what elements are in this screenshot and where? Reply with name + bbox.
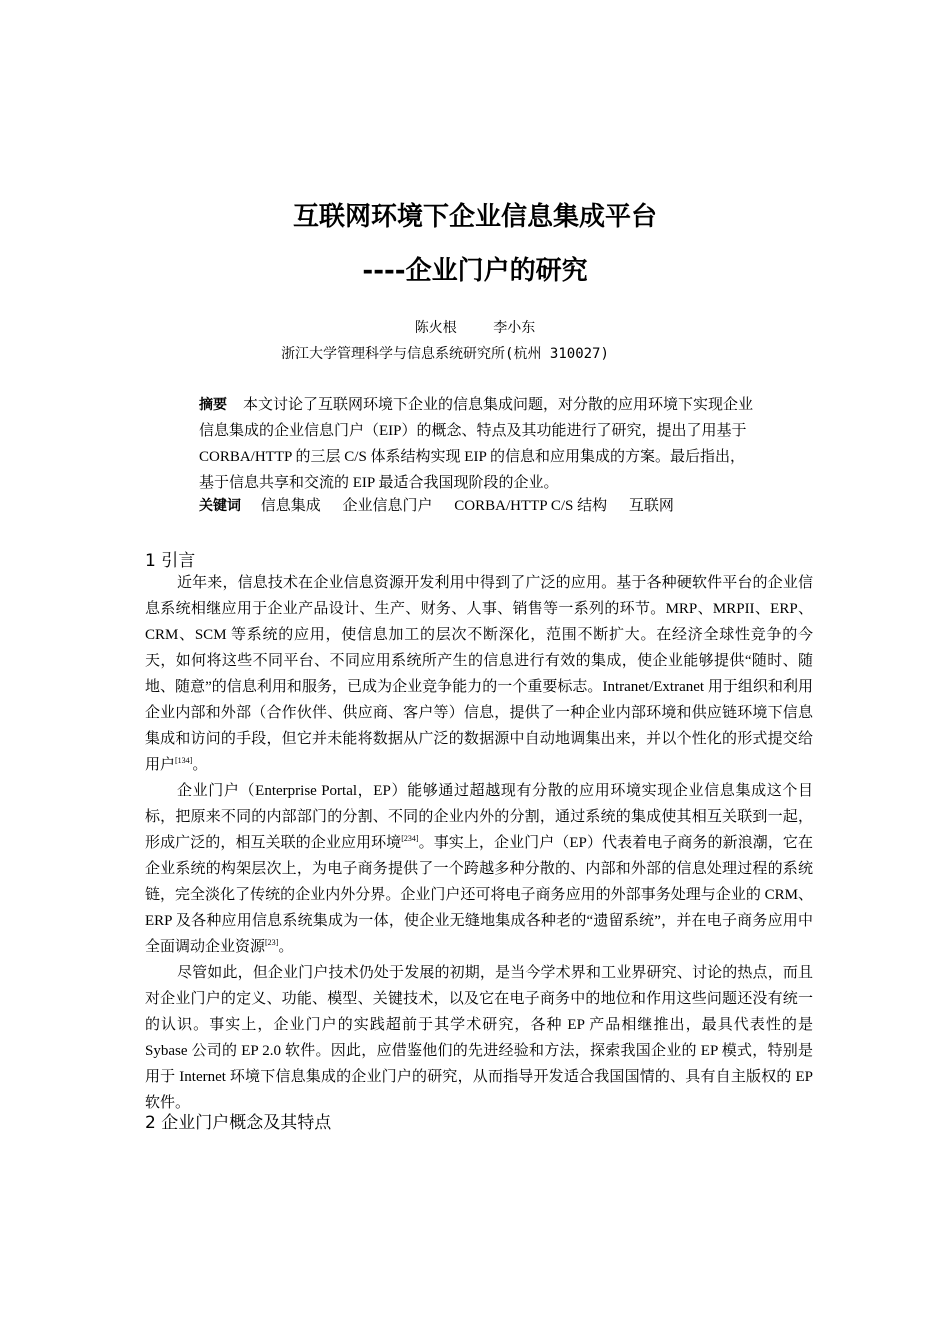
paragraph-text: 尽管如此，但企业门户技术仍处于发展的初期，是当今学术界和工业界研究、讨论的热点，而且对企业门户的定义、功能、模型、关键技术，以及它在电子商务中的地位和作用这些问题还没有统一的认识。事实上，企业门户的实践超前于其学术研究，各种 EP 产品相继推出，最具代表性的是 Sybase 公司的 EP 2.0 软件。因此，应借鉴他们的先进经验和方法，探索我国企业的 EP 模式，特别是用于 Internet 环境下信息集成的企业门户的研究，从而指导开发适合我国国情的、具有自主版权的 EP 软件。 bbox=[145, 965, 813, 1111]
author-list bbox=[0, 317, 950, 337]
paragraph bbox=[145, 778, 813, 960]
paragraph-text: 。 bbox=[278, 939, 294, 955]
citation: [23] bbox=[265, 938, 279, 947]
paragraph-text: 企业门户（Enterprise Portal，EP）能够通过超越现有分散的应用环境实现企业信息集成这个目标，把原来不同的内部部门的分割、不同的企业内外的分割，通过系统的集成使其相互关联到一起，形成广泛的，相互关联的企业应用环境 bbox=[145, 783, 813, 851]
paragraph-text: 。事实上，企业门户（EP）代表着电子商务的新浪潮，它在企业系统的构架层次上，为电子商务提供了一个跨越多种分散的、内部和外部的信息处理过程的系统链，完全淡化了传统的企业内外分界。企业门户还可将电子商务应用的外部事务处理与企业的 CRM、ERP 及各种应用信息系统集成为一体，使企业无缝地集成各种老的“遗留系统”，并在电子商务应用中全面调动企业资源 bbox=[145, 835, 813, 955]
paragraph-text: 近年来，信息技术在企业信息资源开发利用中得到了广泛的应用。基于各种硬软件平台的企业信息系统相继应用于企业产品设计、生产、财务、人事、销售等一系列的环节。MRP、MRPII、ERP、CRM、SCM 等系统的应用，使信息加工的层次不断深化，范围不断扩大。在经济全球性竞争的今天，如何将这些不同平台、不同应用系统所产生的信息进行有效的集成，使企业能够提供“随时、随地、随意”的信息利用和服务，已成为企业竞争能力的一个重要标志。Intranet/Extranet 用于组织和利用企业内部和外部（合作伙伴、供应商、客户等）信息，提供了一种企业内部环境和供应链环境下信息集成和访问的手段，但它并未能将数据从广泛的数据源中自动地调集出来，并以个性化的形式提交给用户 bbox=[145, 575, 813, 773]
author-name: 陈火根 bbox=[414, 320, 457, 336]
author-name: 李小东 bbox=[493, 320, 536, 336]
abstract-label: 摘要 bbox=[199, 397, 227, 413]
abstract-text: 本文讨论了互联网环境下企业的信息集成问题，对分散的应用环境下实现企业信息集成的企业信息门户（EIP）的概念、特点及其功能进行了研究，提出了用基于 CORBA/HTTP 的三层 C/S 体系结构实现 EIP 的信息和应用集成的方案。最后指出，基于信息共享和交流的 EIP 最适合我国现阶段的企业。 bbox=[199, 397, 754, 491]
keyword: 信息集成 bbox=[260, 498, 321, 514]
body-text bbox=[145, 570, 813, 1116]
keyword: 企业信息门户 bbox=[342, 498, 433, 514]
keywords bbox=[199, 494, 759, 515]
affiliation: 浙江大学管理科学与信息系统研究所(杭州 310027) bbox=[281, 346, 609, 362]
keywords-label: 关键词 bbox=[199, 498, 241, 514]
paper-title: 互联网环境下企业信息集成平台 bbox=[292, 202, 657, 232]
section-heading-concept: 2 企业门户概念及其特点 bbox=[145, 1113, 332, 1133]
section-heading-introduction: 1 引言 bbox=[145, 551, 196, 571]
keyword: 互联网 bbox=[628, 498, 674, 514]
keyword: CORBA/HTTP C/S 结构 bbox=[454, 498, 608, 514]
abstract bbox=[199, 392, 759, 496]
paper-subtitle: ----企业门户的研究 bbox=[362, 256, 588, 286]
paragraph-text: 。 bbox=[192, 757, 208, 773]
paragraph bbox=[145, 570, 813, 778]
citation: [134] bbox=[175, 756, 193, 765]
paragraph bbox=[145, 960, 813, 1116]
citation: [234] bbox=[401, 834, 419, 843]
